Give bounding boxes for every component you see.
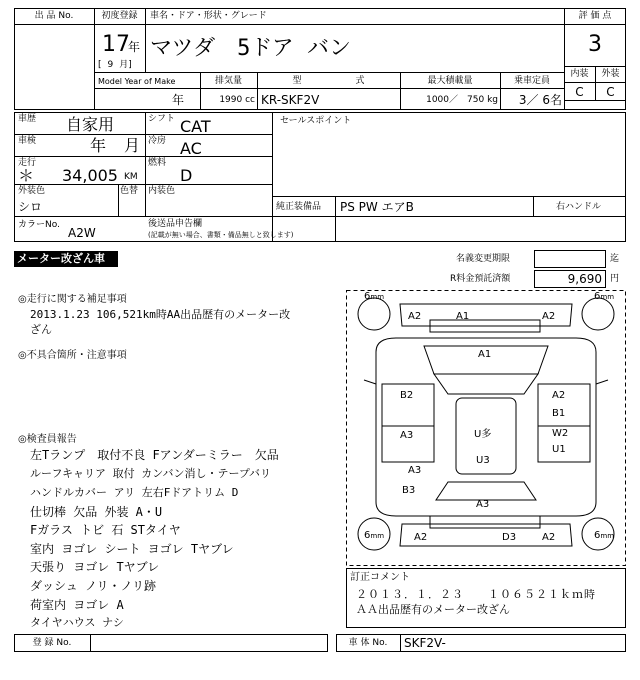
inspection-label: 車検 (18, 136, 37, 146)
chassis-label: 車 体 No. (348, 638, 388, 648)
tire-depth-fl: 6mm (364, 291, 385, 302)
divider (94, 72, 564, 73)
first-reg-year-unit: 年 (128, 40, 141, 54)
tire-depth-rr: 6mm (594, 530, 615, 541)
wheel-icon (582, 298, 614, 330)
divider (14, 156, 272, 157)
car-damage-diagram (346, 290, 626, 566)
driving-line1: 2013.1.23 106,521km時AA出品歴有のメーター改 (30, 308, 291, 321)
interior-grade: C (575, 85, 584, 99)
model-label: 型 式 (292, 76, 365, 86)
first-reg-month-unit: 月 (119, 60, 129, 70)
damage-mark: B3 (402, 485, 416, 496)
damage-mark: A1 (478, 349, 492, 360)
correction-label: 訂正コメント (350, 572, 410, 583)
damage-mark: A3 (400, 430, 414, 441)
grade-label: 評 価 点 (578, 11, 612, 21)
name-change-value: 迄 (610, 254, 620, 264)
sales-point-label: セールスポイント (280, 116, 352, 126)
color-code: A2W (68, 226, 96, 240)
color-code-label: カラーNo. (18, 220, 60, 230)
fuel: D (180, 166, 193, 185)
recycle-unit: 円 (610, 274, 620, 284)
divider (145, 112, 146, 216)
damage-mark: A3 (476, 499, 490, 510)
divider (14, 134, 272, 135)
damage-mark: U3 (476, 455, 490, 466)
inspector-line: 仕切棒 欠品 外装 A・U (30, 505, 163, 519)
first-reg-month-bracket: [ 9 月] (98, 60, 132, 70)
divider (14, 184, 272, 185)
history-label: 車歴 (18, 114, 37, 124)
model-code: KR-SKF2V (261, 93, 320, 107)
max-load-row (400, 95, 498, 106)
model-year-unit: 年 (172, 93, 185, 107)
shift: CAT (180, 117, 211, 136)
divider (564, 100, 626, 101)
displacement-label: 排気量 (214, 76, 242, 86)
after-label: 後送品申告欄 (148, 219, 203, 229)
first-reg-month: 9 (107, 60, 114, 70)
name-change-label: 名義変更期限 (456, 254, 511, 264)
divider (335, 196, 336, 242)
ac: AC (180, 139, 202, 158)
mileage-unit: KM (124, 172, 138, 182)
max-load-unit: kg (487, 95, 498, 105)
exterior-grade: C (606, 85, 615, 99)
inspector-line: ダッシュ ノリ・ノリ跡 (30, 579, 157, 593)
inspector-line: ルーフキャリア 取付 カンバン消し・テープバリ (30, 467, 272, 480)
after-note: (記載が無い場合、書類・備品無しと致します) (148, 231, 294, 239)
capacity-label: 乗車定員 (513, 76, 550, 86)
damage-mark: A2 (552, 390, 566, 401)
inspector-line: 荷室内 ヨゴレ A (30, 598, 124, 612)
name-label: 車名・ドア・形状・グレード (150, 11, 267, 21)
recycle-value: 9,690 (567, 272, 602, 286)
first-reg-label: 初度登録 (101, 11, 138, 21)
lot-no-label: 出 品 No. (34, 11, 74, 21)
defects-title: ◎不具合箇所・注意事項 (18, 350, 127, 361)
inspector-line: タイヤハウス ナシ (30, 616, 124, 629)
divider (14, 24, 626, 25)
inspector-line: 室内 ヨゴレ シート ヨゴレ Tヤブレ (30, 542, 234, 556)
damage-mark: U1 (552, 444, 566, 455)
exterior-label: 外装 (601, 69, 620, 79)
divider (533, 196, 534, 216)
handle: 右ハンドル (556, 202, 602, 212)
damage-mark: B2 (400, 390, 414, 401)
inspector-line: 天張り ヨゴレ Tヤブレ (30, 560, 160, 574)
ext-color: シロ (18, 200, 43, 214)
damage-mark: B1 (552, 408, 566, 419)
displacement-row (200, 95, 255, 106)
recycle-label: R料金預託済額 (450, 274, 511, 284)
model-year-label: Model Year of Make (98, 77, 176, 86)
car-name: マツダ 5ドア バン (150, 36, 351, 61)
shift-label: シフト (148, 114, 176, 124)
max-load-value: 1000／ 750 (426, 95, 485, 105)
tire-depth-rl: 6mm (364, 530, 385, 541)
chassis-value: SKF2V- (404, 636, 446, 650)
divider (272, 112, 273, 242)
rear-window-outline (436, 482, 536, 500)
tampered-badge: メーター改ざん車 (14, 251, 118, 267)
divider (272, 196, 626, 197)
fuel-label: 燃料 (148, 158, 167, 168)
history: 自家用 (66, 115, 115, 134)
driving-title: ◎走行に関する補足事項 (18, 294, 127, 305)
equipment-label: 純正装備品 (276, 202, 322, 212)
wheel-icon (358, 298, 390, 330)
divider (145, 8, 146, 24)
damage-mark: A2 (542, 311, 556, 322)
ext-color-label: 外装色 (18, 186, 46, 196)
first-reg-year: 17 (102, 32, 130, 57)
damage-mark: D3 (502, 532, 517, 543)
divider (94, 88, 564, 89)
max-load-label: 最大積載量 (427, 76, 473, 86)
divider (90, 634, 91, 652)
damage-mark: W2 (552, 428, 569, 439)
inspector-title: ◎検査員報告 (18, 434, 77, 445)
score: 3 (588, 32, 602, 57)
damage-mark: A2 (408, 311, 422, 322)
divider (14, 216, 626, 217)
damage-mark: A2 (414, 532, 428, 543)
displacement-unit: cc (245, 95, 255, 105)
driving-line2: ざん (30, 323, 52, 336)
rear-panel-outline (430, 516, 540, 528)
mileage-mark: ＊ (18, 166, 35, 185)
capacity-value: 3／ 6 (518, 93, 550, 107)
mileage-label: 走行 (18, 158, 37, 168)
displacement-value: 1990 (219, 95, 243, 105)
windshield-outline (434, 374, 538, 394)
equipment: PS PW エアB (340, 200, 414, 214)
correction-line1: ２０１３．１．２３ １０６５２１ｋｍ時 (356, 588, 596, 601)
inspector-line: Fガラス トビ 石 STタイヤ (30, 523, 181, 537)
damage-mark: A1 (456, 311, 470, 322)
divider (400, 634, 401, 652)
mirror-left (364, 380, 376, 384)
divider (145, 24, 146, 72)
int-color-label: 内装色 (148, 186, 176, 196)
capacity-row (500, 93, 562, 107)
interior-label: 内装 (570, 69, 589, 79)
damage-mark: A2 (542, 532, 556, 543)
ac-label: 冷房 (148, 136, 167, 146)
divider (118, 184, 119, 216)
tire-depth-fr: 6mm (594, 291, 615, 302)
mirror-right (596, 380, 608, 384)
inspection-month: 月 (124, 136, 141, 155)
name-change-box (534, 250, 606, 268)
capacity-unit: 名 (549, 93, 562, 107)
inspector-line: 左Tランプ 取付不良 Fアンダーミラー 欠品 (30, 448, 279, 462)
reg-no-label: 登 録 No. (32, 638, 72, 648)
damage-mark: A3 (408, 465, 422, 476)
correction-line2: ＡＡ出品歴有のメーター改ざん (356, 603, 510, 616)
damage-mark: U多 (474, 429, 492, 440)
inspection-year: 年 (90, 136, 107, 155)
inspector-line: ハンドルカバー アリ 左右Fドアトリム D (30, 486, 239, 499)
color-no-label: 色替 (120, 186, 139, 196)
mileage: 34,005 (62, 166, 118, 185)
